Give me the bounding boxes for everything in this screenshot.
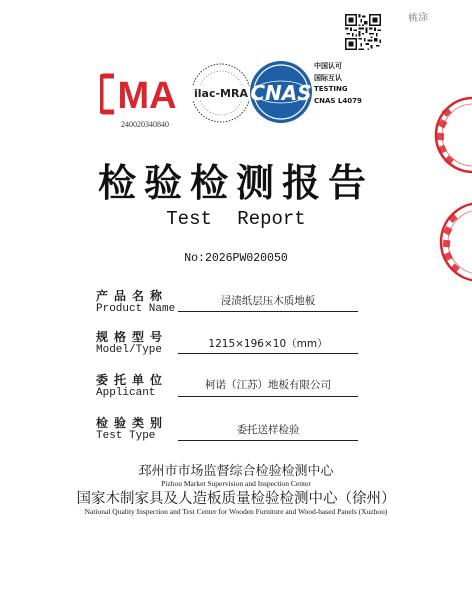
handwritten-note: 桃涂 [407,12,429,25]
field-label-en: Applicant [96,387,156,399]
field-value: 浸渍纸层压木质地板 [220,295,316,307]
ilac-mark: ilac-MRA [194,87,248,100]
title-chinese: 检验检测报告 [97,160,374,205]
cnas-line: 国际互认 [314,73,342,82]
cnas-accreditation-text [314,61,384,107]
field-value: 委托送样检验 [236,424,300,436]
issuing-organization-en: Pizhou Market Supervision and Inspection Center [161,479,311,488]
field-underline [178,353,358,354]
ilac-mra-logo [188,60,254,126]
test-center-cn: 国家木制家具及人造板质量检验检测中心（徐州） [76,491,396,507]
cma-logo [100,72,190,116]
cnas-line: TESTING [314,85,348,93]
qr-code [345,14,381,50]
field-underline [178,396,358,397]
field-value: 1215×196×10（mm） [208,338,328,350]
field-value: 柯诺（江苏）地板有限公司 [205,379,331,391]
cnas-line: CNAS L4079 [314,96,362,105]
field-label-cn: 委托单位 [96,373,169,387]
cnas-mark: CNAS [250,81,312,105]
title-english: Test Report [166,208,306,230]
cma-mark: MA [117,75,177,116]
field-label-en: Test Type [96,430,156,442]
cma-number: 240020340840 [121,120,169,129]
field-underline [178,440,358,441]
field-label-en: Product Name [96,303,176,315]
test-center-en: National Quality Inspection and Test Center for Wooden Furniture and Wood-based Panels (Xuzhou) [84,507,388,516]
issuing-organization-cn: 邳州市市场监督综合检验检测中心 [138,464,334,479]
field-underline [178,311,358,312]
field-label-cn: 检验类别 [96,416,169,430]
cnas-line: 中国认可 [314,62,342,70]
cnas-logo [247,58,315,126]
report-number: No:2026PW020050 [184,252,288,265]
qr-code-icon [345,14,381,50]
field-label-cn: 产品名称 [96,289,169,303]
field-label-en: Model/Type [96,344,163,356]
field-label-cn: 规格型号 [96,330,169,344]
